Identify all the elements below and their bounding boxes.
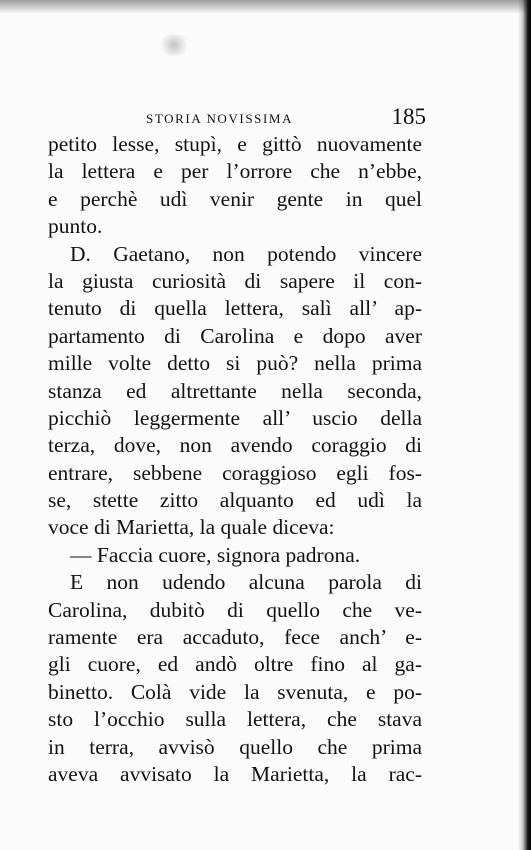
text-line: sto l’occhio sulla lettera, che stava — [48, 707, 422, 732]
text-line: in terra, avvisò quello che prima — [48, 734, 422, 759]
text-line: tenuto di quella lettera, salì all’ ap- — [48, 296, 422, 321]
text-line: gli cuore, ed andò oltre fino al ga- — [48, 652, 422, 677]
text-line: mille volte detto si può? nella prima — [48, 351, 422, 376]
text-line: punto. — [48, 214, 103, 239]
text-line: binetto. Colà vide la svenuta, e po- — [48, 679, 422, 704]
text-line: — Faccia cuore, signora padrona. — [70, 542, 361, 567]
text-line: entrare, sebbene coraggioso egli fos- — [48, 460, 422, 485]
scan-top-shadow — [0, 0, 531, 14]
text-line: se, stette zitto alquanto ed udì la — [48, 488, 422, 513]
running-head: STORIA NOVISSIMA — [146, 111, 294, 126]
text-line: e perchè udì venir gente in quel — [48, 186, 422, 211]
page-edge-shadow — [518, 0, 531, 850]
paper-stain — [158, 34, 190, 56]
text-line: la lettera e per l’orrore che n’ebbe, — [48, 159, 422, 184]
text-line: la giusta curiosità di sapere il con- — [48, 268, 422, 293]
page-header — [48, 104, 426, 132]
text-line: petito lesse, stupì, e gittò nuovamente — [48, 132, 422, 156]
text-line: E non udendo alcuna parola di — [70, 570, 422, 595]
body-text — [48, 131, 422, 788]
text-line: partamento di Carolina e dopo aver — [48, 323, 422, 348]
text-line: D. Gaetano, non potendo vincere — [70, 241, 422, 266]
text-line: aveva avvisato la Marietta, la rac- — [48, 761, 422, 786]
text-line: Carolina, dubitò di quello che ve- — [48, 597, 422, 622]
text-line: picchiò leggermente all’ uscio della — [48, 405, 422, 430]
text-line: voce di Marietta, la quale diceva: — [48, 515, 335, 540]
text-line: stanza ed altrettante nella seconda, — [48, 378, 422, 403]
text-line: ramente era accaduto, fece anch’ e- — [48, 625, 422, 650]
text-line: terza, dove, non avendo coraggio di — [48, 433, 422, 458]
page-number: 185 — [391, 104, 426, 129]
